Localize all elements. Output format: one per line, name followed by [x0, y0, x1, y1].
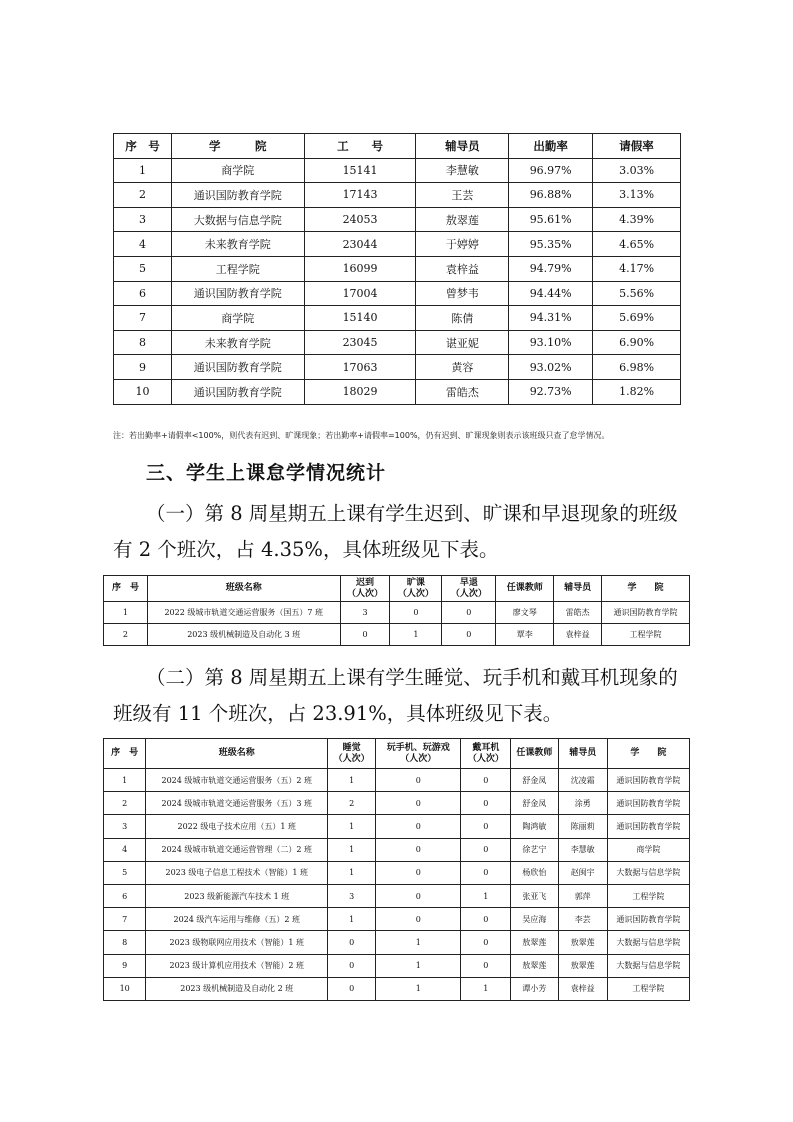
table-row	[104, 815, 690, 838]
cell-absent: 1	[390, 624, 442, 646]
cell-college: 工程学院	[607, 884, 689, 907]
cell-college: 未来教育学院	[171, 232, 304, 257]
header-teacher: 任课教师	[511, 739, 558, 769]
cell-college: 工程学院	[171, 256, 304, 281]
cell-earphones: 0	[461, 931, 511, 954]
table-row	[114, 256, 681, 281]
cell-index: 7	[104, 908, 146, 931]
cell-class-name: 2022 级城市轨道交通运营服务（国五）7 班	[147, 602, 340, 624]
table-header-row	[104, 739, 690, 769]
cell-earphones: 1	[461, 977, 511, 1000]
cell-counselor: 郭萍	[558, 884, 607, 907]
table-row	[104, 931, 690, 954]
cell-staff-id: 17004	[304, 281, 416, 306]
table-row	[114, 330, 681, 355]
cell-counselor: 敖翠莲	[416, 207, 509, 232]
cell-counselor: 涂勇	[558, 792, 607, 815]
cell-staff-id: 17063	[304, 355, 416, 380]
cell-absent: 0	[390, 602, 442, 624]
cell-index: 4	[104, 838, 146, 861]
table-header-row	[114, 134, 681, 159]
cell-attendance-rate: 94.31%	[509, 306, 593, 331]
table-row	[104, 838, 690, 861]
cell-college: 通识国防教育学院	[607, 908, 689, 931]
header-class-name: 班级名称	[147, 576, 340, 602]
cell-teacher: 吴应海	[511, 908, 558, 931]
header-teacher: 任课教师	[496, 576, 554, 602]
cell-earphones: 0	[461, 954, 511, 977]
cell-earphones: 0	[461, 838, 511, 861]
cell-index: 6	[104, 884, 146, 907]
cell-sleeping: 1	[328, 908, 376, 931]
header-college: 学 院	[602, 576, 690, 602]
cell-college: 大数据与信息学院	[607, 931, 689, 954]
cell-college: 通识国防教育学院	[607, 792, 689, 815]
cell-earphones: 0	[461, 769, 511, 792]
cell-counselor: 袁梓益	[416, 256, 509, 281]
cell-index: 7	[114, 306, 172, 331]
cell-index: 1	[104, 769, 146, 792]
cell-counselor: 于婷婷	[416, 232, 509, 257]
cell-index: 5	[104, 861, 146, 884]
cell-index: 10	[104, 977, 146, 1000]
paragraph-behavior	[113, 660, 687, 732]
cell-college: 通识国防教育学院	[607, 815, 689, 838]
cell-leave-rate: 3.03%	[593, 158, 681, 183]
header-college: 学 院	[171, 134, 304, 159]
cell-teacher: 谭小芳	[511, 977, 558, 1000]
header-late: 迟到 （人次）	[340, 576, 390, 602]
cell-sleeping: 1	[328, 838, 376, 861]
header-early-leave: 早退 （人次）	[442, 576, 496, 602]
cell-college: 通识国防教育学院	[171, 183, 304, 208]
cell-class-name: 2024 级城市轨道交通运营管理（二）2 班	[146, 838, 328, 861]
cell-sleeping: 1	[328, 861, 376, 884]
cell-phone-games: 1	[376, 931, 461, 954]
cell-sleeping: 0	[328, 977, 376, 1000]
cell-staff-id: 16099	[304, 256, 416, 281]
cell-sleeping: 3	[328, 884, 376, 907]
cell-attendance-rate: 93.02%	[509, 355, 593, 380]
header-earphones: 戴耳机 （人次）	[461, 739, 511, 769]
cell-college: 大数据与信息学院	[171, 207, 304, 232]
cell-teacher: 廖文琴	[496, 602, 554, 624]
table-note: 注：若出勤率+请假率<100%，则代表有迟到、旷课现象；若出勤率+请假率=100%，仍有迟到、旷课现象则表示该班级只查了怠学情况。	[113, 431, 610, 440]
cell-counselor: 黄容	[416, 355, 509, 380]
cell-college: 商学院	[607, 838, 689, 861]
cell-staff-id: 18029	[304, 379, 416, 404]
cell-phone-games: 0	[376, 861, 461, 884]
cell-class-name: 2022 级电子技术应用（五）1 班	[146, 815, 328, 838]
cell-counselor: 李慧敏	[558, 838, 607, 861]
cell-early-leave: 0	[442, 602, 496, 624]
table-row	[104, 792, 690, 815]
header-index: 序 号	[114, 134, 172, 159]
cell-early-leave: 0	[442, 624, 496, 646]
cell-college: 未来教育学院	[171, 330, 304, 355]
cell-counselor: 沈凌霜	[558, 769, 607, 792]
table-row	[104, 624, 690, 646]
cell-index: 10	[114, 379, 172, 404]
cell-college: 通识国防教育学院	[602, 602, 690, 624]
table-row	[104, 954, 690, 977]
cell-college: 通识国防教育学院	[171, 281, 304, 306]
cell-leave-rate: 1.82%	[593, 379, 681, 404]
table-row	[104, 977, 690, 1000]
cell-class-name: 2023 级电子信息工程技术（智能）1 班	[146, 861, 328, 884]
cell-late: 3	[340, 602, 390, 624]
header-staff-id: 工 号	[304, 134, 416, 159]
cell-index: 5	[114, 256, 172, 281]
cell-college: 商学院	[171, 306, 304, 331]
header-counselor: 辅导员	[416, 134, 509, 159]
table-row	[104, 884, 690, 907]
cell-late: 0	[340, 624, 390, 646]
cell-teacher: 舒金凤	[511, 769, 558, 792]
cell-leave-rate: 6.90%	[593, 330, 681, 355]
cell-earphones: 0	[461, 815, 511, 838]
cell-teacher: 舒金凤	[511, 792, 558, 815]
cell-earphones: 0	[461, 908, 511, 931]
cell-class-name: 2023 级计算机应用技术（智能）2 班	[146, 954, 328, 977]
cell-teacher: 敖翠莲	[511, 954, 558, 977]
cell-class-name: 2023 级机械制造及自动化 2 班	[146, 977, 328, 1000]
cell-sleeping: 1	[328, 769, 376, 792]
cell-index: 2	[104, 624, 148, 646]
cell-attendance-rate: 94.44%	[509, 281, 593, 306]
cell-counselor: 陈丽莉	[558, 815, 607, 838]
cell-class-name: 2024 级汽车运用与维修（五）2 班	[146, 908, 328, 931]
cell-counselor: 雷皓杰	[416, 379, 509, 404]
cell-index: 8	[114, 330, 172, 355]
header-class-name: 班级名称	[146, 739, 328, 769]
cell-index: 2	[114, 183, 172, 208]
cell-attendance-rate: 93.10%	[509, 330, 593, 355]
cell-teacher: 敖翠莲	[511, 931, 558, 954]
cell-college: 大数据与信息学院	[607, 861, 689, 884]
paragraph-lateness-text: （一）第 8 周星期五上课有学生迟到、旷课和早退现象的班级有 2 个班次，占 4.35%，具体班级见下表。	[113, 502, 678, 561]
cell-class-name: 2023 级新能源汽车技术 1 班	[146, 884, 328, 907]
cell-index: 6	[114, 281, 172, 306]
header-college: 学 院	[607, 739, 689, 769]
cell-counselor: 袁梓益	[558, 977, 607, 1000]
cell-index: 8	[104, 931, 146, 954]
behavior-table	[103, 738, 690, 1001]
cell-counselor: 赵闽宇	[558, 861, 607, 884]
cell-leave-rate: 5.69%	[593, 306, 681, 331]
cell-college: 商学院	[171, 158, 304, 183]
cell-teacher: 覃李	[496, 624, 554, 646]
table-row	[104, 908, 690, 931]
table-row	[104, 861, 690, 884]
section-heading: 三、学生上课怠学情况统计	[146, 462, 387, 484]
cell-attendance-rate: 96.97%	[509, 158, 593, 183]
cell-phone-games: 1	[376, 954, 461, 977]
cell-counselor: 王芸	[416, 183, 509, 208]
cell-leave-rate: 4.65%	[593, 232, 681, 257]
cell-earphones: 0	[461, 861, 511, 884]
attendance-table	[113, 133, 681, 405]
cell-attendance-rate: 94.79%	[509, 256, 593, 281]
cell-earphones: 0	[461, 792, 511, 815]
cell-counselor: 谌亚妮	[416, 330, 509, 355]
cell-counselor: 李芸	[558, 908, 607, 931]
cell-index: 9	[114, 355, 172, 380]
table-row	[114, 232, 681, 257]
cell-leave-rate: 4.39%	[593, 207, 681, 232]
cell-class-name: 2024 级城市轨道交通运营服务（五）2 班	[146, 769, 328, 792]
cell-phone-games: 0	[376, 884, 461, 907]
cell-class-name: 2024 级城市轨道交通运营服务（五）3 班	[146, 792, 328, 815]
cell-index: 1	[104, 602, 148, 624]
header-sleeping: 睡觉 （人次）	[328, 739, 376, 769]
cell-teacher: 杨欣怡	[511, 861, 558, 884]
table-row	[114, 158, 681, 183]
cell-class-name: 2023 级物联网应用技术（智能）1 班	[146, 931, 328, 954]
cell-class-name: 2023 级机械制造及自动化 3 班	[147, 624, 340, 646]
cell-college: 通识国防教育学院	[607, 769, 689, 792]
cell-attendance-rate: 96.88%	[509, 183, 593, 208]
cell-index: 3	[114, 207, 172, 232]
cell-staff-id: 24053	[304, 207, 416, 232]
cell-college: 工程学院	[607, 977, 689, 1000]
table-row	[114, 207, 681, 232]
lateness-table	[103, 575, 690, 646]
table-row	[114, 306, 681, 331]
cell-sleeping: 1	[328, 815, 376, 838]
cell-attendance-rate: 92.73%	[509, 379, 593, 404]
cell-leave-rate: 5.56%	[593, 281, 681, 306]
cell-phone-games: 1	[376, 977, 461, 1000]
cell-phone-games: 0	[376, 769, 461, 792]
cell-college: 工程学院	[602, 624, 690, 646]
cell-staff-id: 23045	[304, 330, 416, 355]
table-row	[114, 355, 681, 380]
header-absent: 旷课 （人次）	[390, 576, 442, 602]
cell-teacher: 陶鸿敏	[511, 815, 558, 838]
cell-attendance-rate: 95.61%	[509, 207, 593, 232]
cell-index: 9	[104, 954, 146, 977]
cell-college: 通识国防教育学院	[171, 355, 304, 380]
cell-earphones: 1	[461, 884, 511, 907]
header-counselor: 辅导员	[558, 739, 607, 769]
cell-counselor: 袁梓益	[554, 624, 602, 646]
paragraph-lateness	[113, 496, 687, 568]
cell-sleeping: 0	[328, 954, 376, 977]
table-row	[104, 602, 690, 624]
header-attendance-rate: 出勤率	[509, 134, 593, 159]
cell-index: 2	[104, 792, 146, 815]
cell-teacher: 徐艺宁	[511, 838, 558, 861]
cell-staff-id: 17143	[304, 183, 416, 208]
cell-teacher: 张亚飞	[511, 884, 558, 907]
cell-counselor: 雷皓杰	[554, 602, 602, 624]
table-header-row	[104, 576, 690, 602]
header-index: 序 号	[104, 576, 148, 602]
cell-index: 3	[104, 815, 146, 838]
header-counselor: 辅导员	[554, 576, 602, 602]
cell-phone-games: 0	[376, 815, 461, 838]
cell-index: 1	[114, 158, 172, 183]
paragraph-behavior-text: （二）第 8 周星期五上课有学生睡觉、玩手机和戴耳机现象的班级有 11 个班次，占 23.91%，具体班级见下表。	[113, 666, 678, 725]
cell-staff-id: 15140	[304, 306, 416, 331]
cell-sleeping: 2	[328, 792, 376, 815]
cell-college: 通识国防教育学院	[171, 379, 304, 404]
cell-phone-games: 0	[376, 838, 461, 861]
cell-phone-games: 0	[376, 908, 461, 931]
table-row	[114, 281, 681, 306]
table-row	[114, 183, 681, 208]
cell-staff-id: 23044	[304, 232, 416, 257]
cell-sleeping: 0	[328, 931, 376, 954]
cell-college: 大数据与信息学院	[607, 954, 689, 977]
cell-leave-rate: 4.17%	[593, 256, 681, 281]
header-leave-rate: 请假率	[593, 134, 681, 159]
cell-staff-id: 15141	[304, 158, 416, 183]
cell-counselor: 敖翠莲	[558, 954, 607, 977]
cell-index: 4	[114, 232, 172, 257]
table-row	[104, 769, 690, 792]
cell-counselor: 曾梦韦	[416, 281, 509, 306]
cell-leave-rate: 3.13%	[593, 183, 681, 208]
header-phone-games: 玩手机、玩游戏 （人次）	[376, 739, 461, 769]
cell-attendance-rate: 95.35%	[509, 232, 593, 257]
table-row	[114, 379, 681, 404]
header-index: 序 号	[104, 739, 146, 769]
cell-counselor: 敖翠莲	[558, 931, 607, 954]
cell-leave-rate: 6.98%	[593, 355, 681, 380]
cell-counselor: 陈倩	[416, 306, 509, 331]
cell-counselor: 李慧敏	[416, 158, 509, 183]
cell-phone-games: 0	[376, 792, 461, 815]
